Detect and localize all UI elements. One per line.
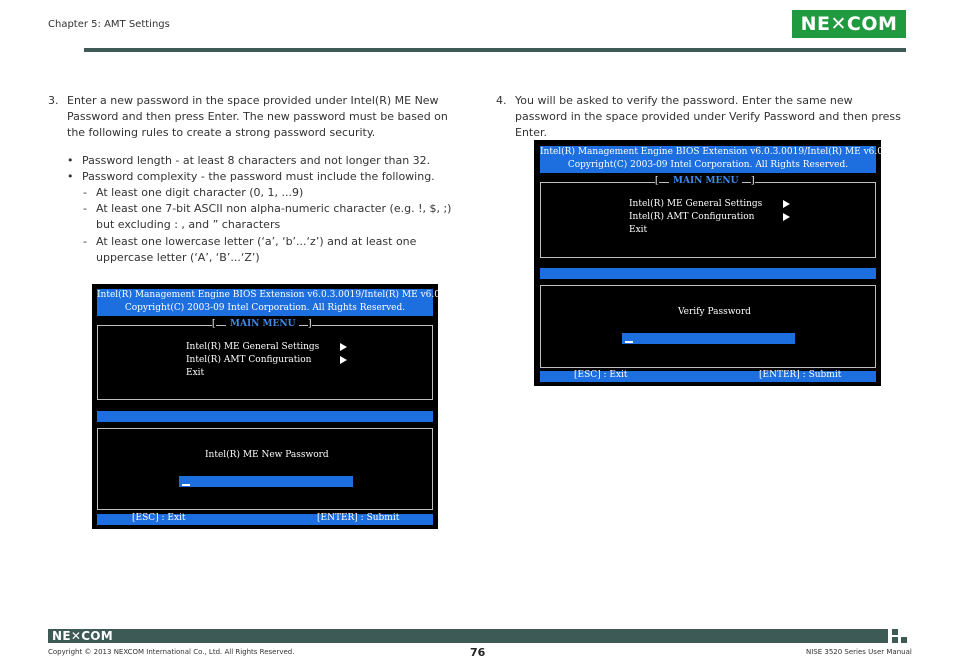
menu-item-exit[interactable]: Exit	[629, 225, 648, 235]
text-cursor	[625, 341, 633, 343]
page-number: 76	[470, 646, 486, 659]
step-4	[496, 93, 908, 139]
header-rule	[84, 48, 906, 52]
menu-bracket-open: [	[655, 176, 659, 186]
submenu-arrow-icon	[783, 213, 790, 221]
bios-copyright-bar: Copyright(C) 2003-09 Intel Corporation. All Rights Reserved.	[540, 159, 876, 173]
menu-item-exit[interactable]: Exit	[186, 368, 205, 378]
menu-item-amt-configuration[interactable]: Intel(R) AMT Configuration	[629, 212, 755, 222]
sub-dash: -	[83, 186, 87, 199]
bios-title-bar: Intel(R) Management Engine BIOS Extension v6.0.3.0019/Intel(R) ME v6.0.3.1195	[540, 147, 918, 157]
status-enter-submit: [ENTER] : Submit	[759, 370, 842, 380]
sub-item	[83, 201, 468, 233]
submenu-arrow-icon	[783, 200, 790, 208]
sub-item	[83, 234, 468, 266]
bios-screen-verify-password	[534, 140, 918, 386]
main-menu-label: MAIN MENU	[226, 319, 299, 329]
bios-title-bar: Intel(R) Management Engine BIOS Extension v6.0.3.0019/Intel(R) ME v6.0.3.1195	[97, 290, 475, 300]
footer-squares-icon	[892, 629, 908, 643]
bios-password-dialog	[97, 428, 433, 510]
status-esc-exit: [ESC] : Exit	[574, 370, 628, 380]
sub-text: At least one lowercase letter (‘a’, ‘b’...‘z’) and at least one uppercase letter (‘A’, ‘B’...‘Z’)	[96, 235, 417, 264]
sub-text: At least one 7-bit ASCII non alpha-numeric character (e.g. !, $, ;) but excluding : , and ” characters	[96, 202, 452, 231]
bullet-text: Password length - at least 8 characters and not longer than 32.	[82, 154, 431, 167]
step-text: Enter a new password in the space provided under Intel(R) ME New Password and then press Enter. The new password must be based on the following rules to create a strong password security.	[67, 94, 448, 139]
bullet-dot: •	[67, 154, 74, 167]
sub-item	[83, 185, 468, 201]
menu-item-amt-configuration[interactable]: Intel(R) AMT Configuration	[186, 355, 312, 365]
logo-text: NE✕COM	[800, 13, 898, 35]
bios-separator-bar	[540, 268, 876, 279]
step-number: 3.	[48, 94, 59, 107]
sub-dash: -	[83, 202, 87, 215]
bullet-item	[67, 153, 467, 169]
menu-bracket-open: [	[212, 319, 216, 329]
bios-password-dialog	[540, 285, 876, 368]
bios-screen-new-password	[92, 284, 475, 529]
submenu-arrow-icon	[340, 356, 347, 364]
nexcom-logo	[792, 10, 906, 38]
verify-password-input[interactable]	[622, 333, 795, 344]
footer-band	[48, 629, 888, 643]
menu-item-me-general-settings[interactable]: Intel(R) ME General Settings	[186, 342, 320, 352]
main-menu-label: MAIN MENU	[669, 176, 742, 186]
status-enter-submit: [ENTER] : Submit	[317, 513, 400, 523]
bullet-dot: •	[67, 170, 74, 183]
bullet-text: Password complexity - the password must include the following.	[82, 170, 435, 183]
chapter-title: Chapter 5: AMT Settings	[48, 19, 170, 30]
bios-copyright-bar: Copyright(C) 2003-09 Intel Corporation. All Rights Reserved.	[97, 302, 433, 316]
text-cursor	[182, 484, 190, 486]
bullet-item	[67, 169, 467, 185]
menu-bracket-close: ]	[308, 319, 312, 329]
menu-item-me-general-settings[interactable]: Intel(R) ME General Settings	[629, 199, 763, 209]
step-3	[48, 93, 468, 141]
status-esc-exit: [ESC] : Exit	[132, 513, 186, 523]
password-prompt: Verify Password	[678, 307, 751, 317]
footer-logo: NE✕COM	[52, 629, 114, 643]
password-input[interactable]	[179, 476, 353, 487]
copyright-text: Copyright © 2013 NEXCOM International Co., Ltd. All Rights Reserved.	[48, 648, 295, 656]
password-prompt: Intel(R) ME New Password	[205, 450, 329, 460]
submenu-arrow-icon	[340, 343, 347, 351]
bios-separator-bar	[97, 411, 433, 422]
step-text: You will be asked to verify the password. Enter the same new password in the space provided under Verify Password and then press Enter.	[515, 94, 901, 139]
manual-title: NISE 3520 Series User Manual	[806, 648, 912, 656]
sub-dash: -	[83, 235, 87, 248]
step-number: 4.	[496, 94, 507, 107]
menu-bracket-close: ]	[751, 176, 755, 186]
sub-text: At least one digit character (0, 1, ...9)	[96, 186, 304, 199]
